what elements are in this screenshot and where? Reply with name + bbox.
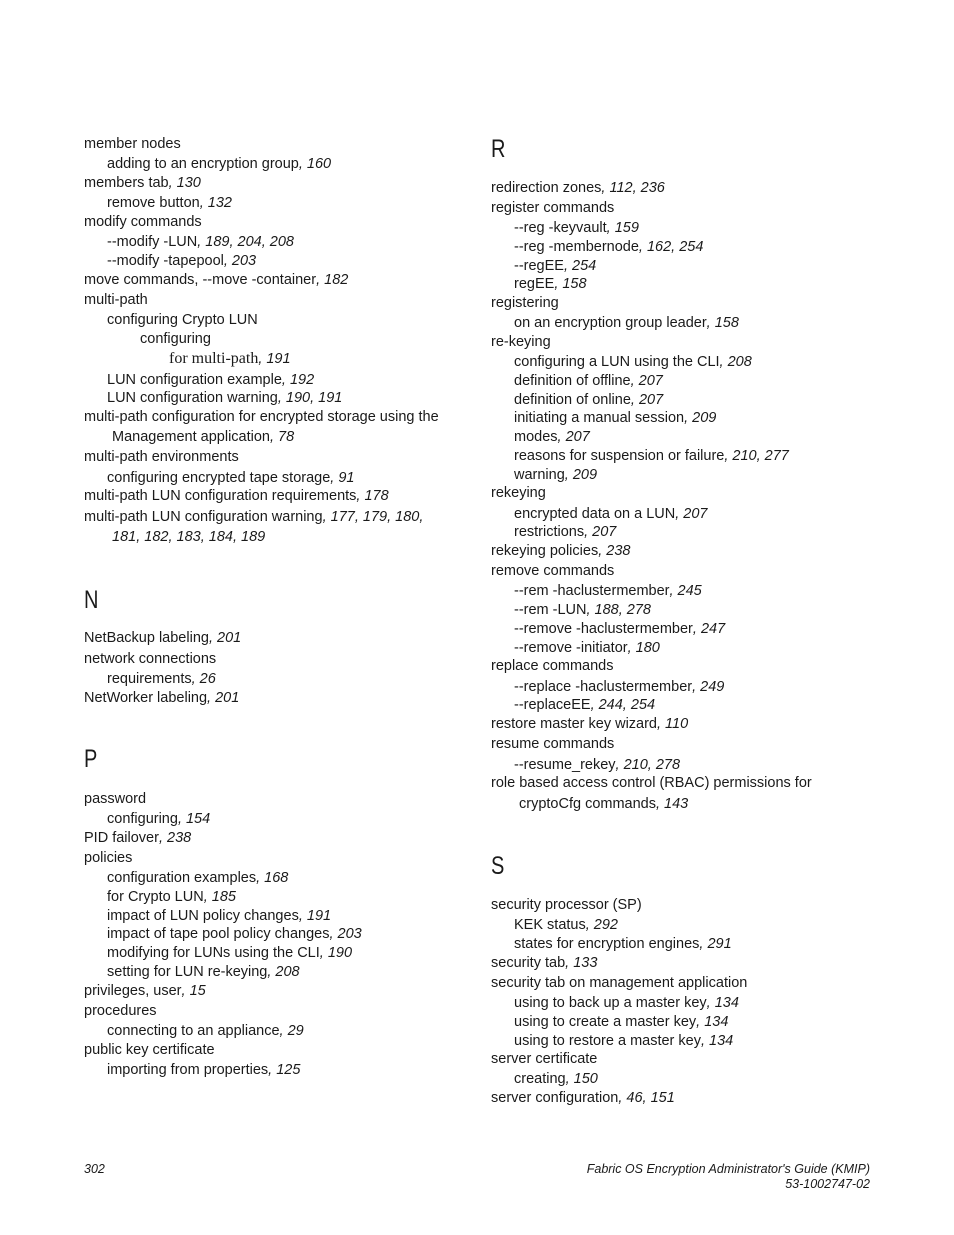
index-subentry: using to create a master key, 134 <box>514 1014 729 1030</box>
index-entry: server certificate <box>491 1051 598 1067</box>
index-subentry: connecting to an appliance, 29 <box>107 1023 304 1039</box>
index-subentry: --rem -haclustermember, 245 <box>514 583 702 599</box>
index-entry: server configuration, 46, 151 <box>491 1090 675 1106</box>
footer-book-title: Fabric OS Encryption Administrator's Guide (KMIP) <box>586 1162 870 1176</box>
index-subentry: importing from properties, 125 <box>107 1062 301 1078</box>
index-subentry: adding to an encryption group, 160 <box>107 156 332 172</box>
index-subentry: setting for LUN re-keying, 208 <box>107 964 300 980</box>
index-subentry: LUN configuration example, 192 <box>107 372 315 388</box>
index-entry-continuation: cryptoCfg commands, 143 <box>519 796 689 812</box>
index-subentry: --replace -haclustermember, 249 <box>514 679 725 695</box>
index-subentry: --resume_rekey, 210, 278 <box>514 757 681 773</box>
index-entry: rekeying policies, 238 <box>491 543 631 559</box>
index-entry-continuation: Management application, 78 <box>112 429 295 445</box>
index-subentry: reasons for suspension or failure, 210, 277 <box>514 448 789 464</box>
index-subentry: using to back up a master key, 134 <box>514 995 739 1011</box>
index-subentry: initiating a manual session, 209 <box>514 410 717 426</box>
index-subentry: impact of tape pool policy changes, 203 <box>107 926 362 942</box>
index-subentry: --replaceEE, 244, 254 <box>514 697 656 713</box>
index-entry: remove commands <box>491 563 615 579</box>
index-entry: modify commands <box>84 214 202 230</box>
index-entry: multi-path <box>84 292 148 308</box>
index-subentry: for Crypto LUN, 185 <box>107 889 236 905</box>
index-subentry: --remove -initiator, 180 <box>514 640 660 656</box>
index-subentry: --modify -LUN, 189, 204, 208 <box>107 234 294 250</box>
index-entry: security tab, 133 <box>491 955 598 971</box>
index-subentry: definition of offline, 207 <box>514 373 663 389</box>
index-subentry: using to restore a master key, 134 <box>514 1033 734 1049</box>
index-subentry: KEK status, 292 <box>514 917 618 933</box>
index-entry: security processor (SP) <box>491 897 642 913</box>
index-entry: register commands <box>491 200 615 216</box>
index-entry: resume commands <box>491 736 615 752</box>
index-entry: policies <box>84 850 133 866</box>
index-entry: PID failover, 238 <box>84 830 192 846</box>
index-subentry: configuring <box>140 331 211 347</box>
index-entry: NetBackup labeling, 201 <box>84 630 242 646</box>
section-letter-s: S <box>491 852 505 880</box>
index-subentry: configuration examples, 168 <box>107 870 289 886</box>
index-subentry: modifying for LUNs using the CLI, 190 <box>107 945 353 961</box>
index-subentry: warning, 209 <box>514 467 598 483</box>
index-subentry: configuring encrypted tape storage, 91 <box>107 470 355 486</box>
index-entry: password <box>84 791 147 807</box>
index-subentry: regEE, 158 <box>514 276 587 292</box>
footer-page-number: 302 <box>84 1162 105 1176</box>
index-subentry: configuring Crypto LUN <box>107 312 258 328</box>
index-entry: rekeying <box>491 485 546 501</box>
index-entry: members tab, 130 <box>84 175 201 191</box>
index-entry: public key certificate <box>84 1042 215 1058</box>
index-entry: role based access control (RBAC) permissions for <box>491 775 812 791</box>
index-entry: multi-path configuration for encrypted storage using the <box>84 409 439 425</box>
index-entry: registering <box>491 295 559 311</box>
index-entry: redirection zones, 112, 236 <box>491 180 665 196</box>
index-entry: NetWorker labeling, 201 <box>84 690 240 706</box>
index-entry: multi-path LUN configuration warning, 177, 179, 180, <box>84 509 424 525</box>
index-entry-continuation: 181, 182, 183, 184, 189 <box>112 529 266 545</box>
index-entry: security tab on management application <box>491 975 748 991</box>
index-subentry: definition of online, 207 <box>514 392 664 408</box>
footer-doc-number: 53-1002747-02 <box>785 1177 870 1191</box>
index-subentry: --reg -membernode, 162, 254 <box>514 239 704 255</box>
index-entry: replace commands <box>491 658 614 674</box>
index-entry: multi-path LUN configuration requirements, 178 <box>84 488 389 504</box>
index-subentry: creating, 150 <box>514 1071 598 1087</box>
index-entry: procedures <box>84 1003 157 1019</box>
index-entry: network connections <box>84 651 217 667</box>
index-entry: privileges, user, 15 <box>84 983 206 999</box>
section-letter-n: N <box>84 586 99 614</box>
index-subentry: on an encryption group leader, 158 <box>514 315 739 331</box>
index-entry: multi-path environments <box>84 449 239 465</box>
index-subentry: configuring, 154 <box>107 811 211 827</box>
index-subentry: --remove -haclustermember, 247 <box>514 621 726 637</box>
index-subentry: LUN configuration warning, 190, 191 <box>107 390 343 406</box>
index-subentry: requirements, 26 <box>107 671 216 687</box>
index-subentry: restrictions, 207 <box>514 524 617 540</box>
index-entry: restore master key wizard, 110 <box>491 716 689 732</box>
index-subentry: configuring a LUN using the CLI, 208 <box>514 354 752 370</box>
index-right-column <box>491 0 891 1110</box>
index-subentry: --modify -tapepool, 203 <box>107 253 257 269</box>
index-entry: member nodes <box>84 136 181 152</box>
index-subentry: encrypted data on a LUN, 207 <box>514 506 708 522</box>
index-subentry: modes, 207 <box>514 429 590 445</box>
index-subentry: for multi-path, 191 <box>169 350 291 367</box>
index-subentry: --rem -LUN, 188, 278 <box>514 602 651 618</box>
index-subentry: remove button, 132 <box>107 195 232 211</box>
section-letter-r: R <box>491 135 506 163</box>
index-subentry: impact of LUN policy changes, 191 <box>107 908 332 924</box>
section-letter-p: P <box>84 745 98 773</box>
index-subentry: states for encryption engines, 291 <box>514 936 732 952</box>
index-entry: re-keying <box>491 334 551 350</box>
index-left-column <box>84 0 464 1100</box>
index-subentry: --regEE, 254 <box>514 258 597 274</box>
index-entry: move commands, --move -container, 182 <box>84 272 349 288</box>
index-subentry: --reg -keyvault, 159 <box>514 220 639 236</box>
